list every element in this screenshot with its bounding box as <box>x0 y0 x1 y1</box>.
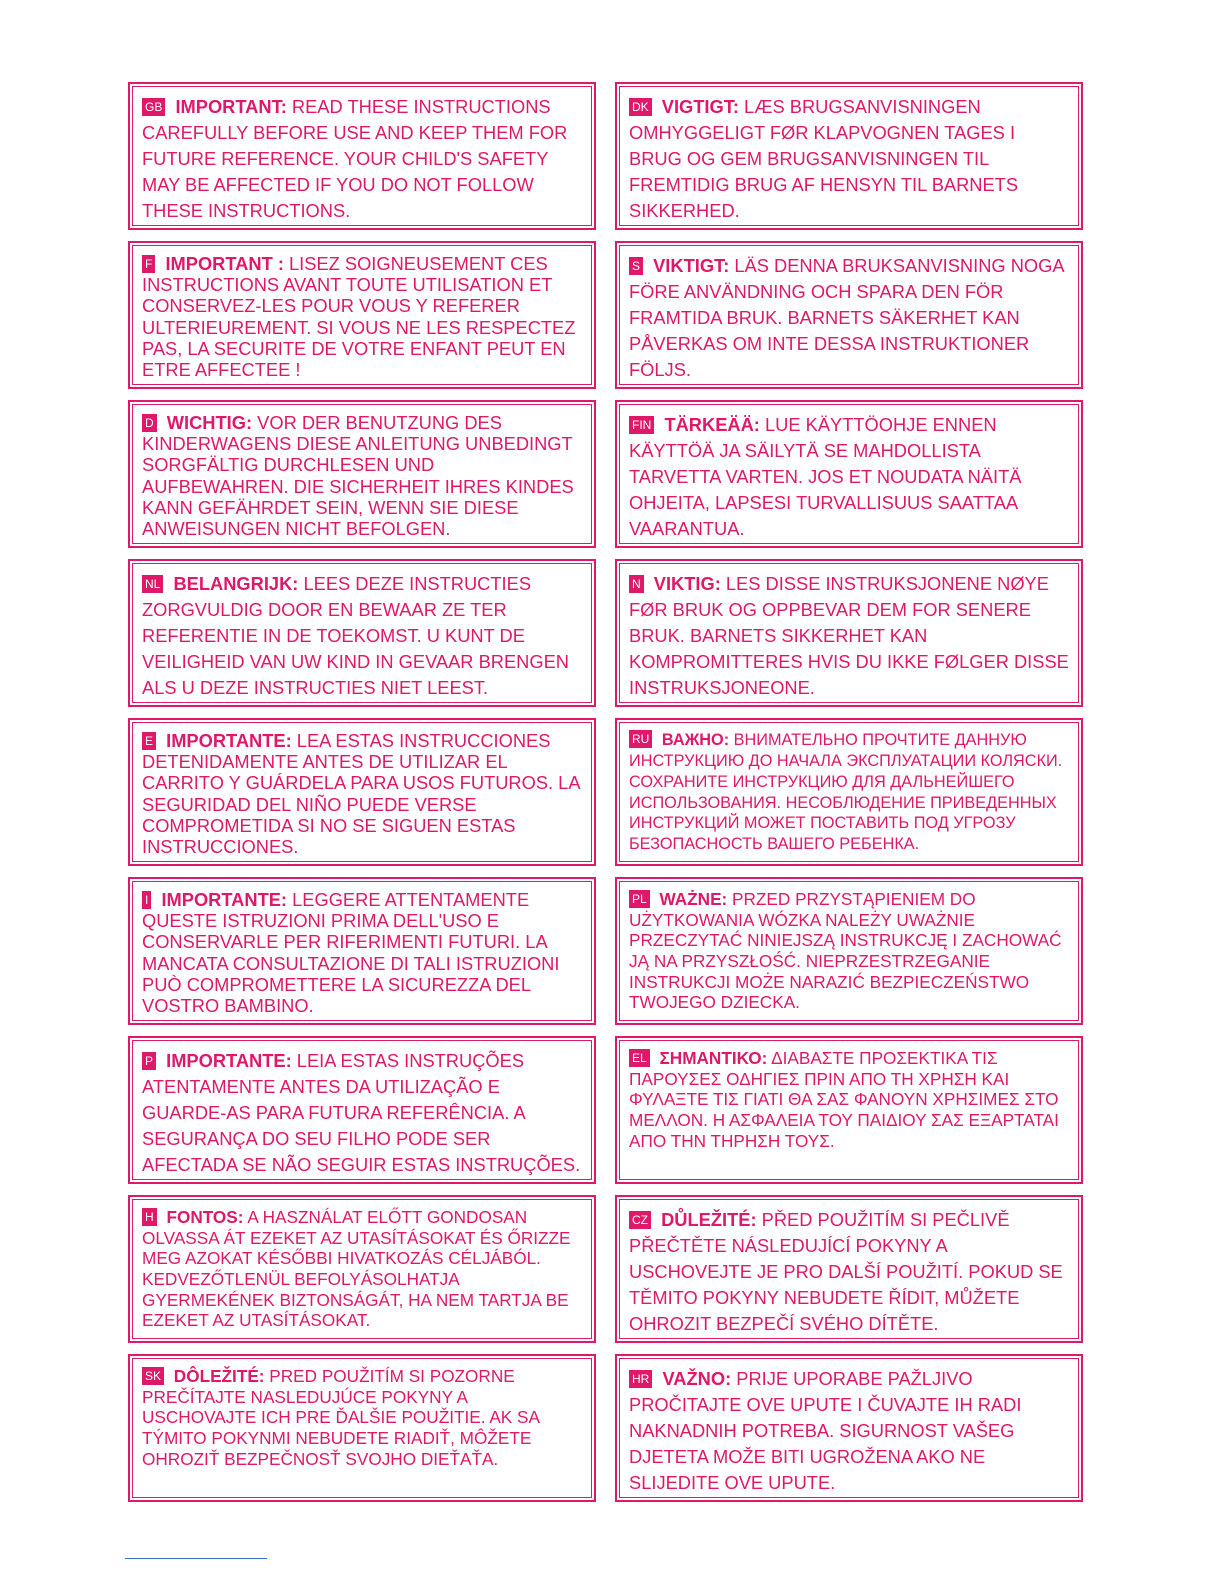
warning-text: ВНИМАТЕЛЬНО ПРОЧТИТЕ ДАННУЮ ИНСТРУКЦИЮ ДО НАЧАЛА ЭКСПЛУАТАЦИИ КОЛЯСКИ. СОХРАНИТЕ ИНСТРУКЦИЮ ДЛЯ ДАЛЬНЕЙШЕГО ИСПОЛЬЗОВАНИЯ. НЕСОБЛЮДЕНИЕ ПРИВЕДЕННЫХ ИНСТРУКЦИЙ МОЖЕТ ПОСТАВИТЬ ПОД УГРОЗУ БЕЗОПАСНОСТЬ ВАШЕГО РЕБЕНКА. <box>629 731 1063 854</box>
language-badge: SK <box>142 1367 164 1385</box>
warnings-grid <box>128 82 1083 1502</box>
language-badge: HR <box>629 1370 652 1388</box>
language-badge: RU <box>629 730 652 748</box>
warning-box-p <box>128 1036 596 1184</box>
warning-heading: ΣΗΜΑΝΤΙΚΟ: <box>659 1048 768 1068</box>
warning-text: PRIJE UPORABE PAŽLJIVO PROČITAJTE OVE UPUTE I ČUVAJTE IH RADI NAKNADNIH POTREBA. SIGURNOST VAŠEG DJETETA MOŽE BITI UGROŽENA AKO NE SLIJEDITE OVE UPUTE. <box>629 1368 1022 1493</box>
language-badge: S <box>629 257 643 275</box>
warning-text: LÆS BRUGSANVISNINGEN OMHYGGELIGT FØR KLAPVOGNEN TAGES I BRUG OG GEM BRUGSANVISNINGEN TIL FREMTIDIG BRUG AF HENSYN TIL BARNETS SIKKERHED. <box>629 96 1019 221</box>
warning-text: LEA ESTAS INSTRUCCIONES DETENIDAMENTE ANTES DE UTILIZAR EL CARRITO Y GUÁRDELA PARA USOS FUTUROS. LA SEGURIDAD DEL NIÑO PUEDE VERSE COMPROMETIDA SI NO SE SIGUEN ESTAS INSTRUCCIONES. <box>142 730 580 858</box>
warning-heading: WAŻNE: <box>659 889 728 909</box>
language-badge: D <box>142 414 157 432</box>
language-badge: CZ <box>629 1211 651 1229</box>
warning-box-fin <box>615 400 1083 548</box>
warning-heading: FONTOS: <box>166 1207 244 1227</box>
warning-heading: IMPORTANT : <box>165 253 284 274</box>
warning-heading: IMPORTANTE: <box>166 730 292 751</box>
warning-heading: ВАЖНО: <box>661 731 730 749</box>
language-badge: EL <box>629 1049 650 1067</box>
language-badge: H <box>142 1208 157 1226</box>
warning-text: A HASZNÁLAT ELŐTT GONDOSAN OLVASSA ÁT EZEKET AZ UTASÍTÁSOKAT ÉS ŐRIZZE MEG AZOKAT KÉSŐBBI HIVATKOZÁS CÉLJÁBÓL. KEDVEZŐTLENÜL BEFOLYÁSOLHATJA GYERMEKÉNEK BIZTONSÁGÁT, HA NEM TARTJA BE EZEKET AZ UTASÍTÁSOKAT. <box>142 1207 571 1331</box>
warning-heading: VIGTIGT: <box>661 96 739 117</box>
warning-box-el <box>615 1036 1083 1184</box>
warning-box-cz <box>615 1195 1083 1343</box>
language-badge: E <box>142 732 156 750</box>
warning-box-nl <box>128 559 596 707</box>
warning-box-f <box>128 241 596 389</box>
warning-heading: VIKTIG: <box>653 573 721 594</box>
warning-heading: IMPORTANTE: <box>161 889 288 910</box>
warning-text: LUE KÄYTTÖOHJE ENNEN KÄYTTÖÄ JA SÄILYTÄ SE MAHDOLLISTA TARVETTA VARTEN. JOS ET NOUDATA NÄITÄ OHJEITA, LAPSESI TURVALLISUUS SAATTAA VAARANTUA. <box>629 414 1022 539</box>
warning-heading: BELANGRIJK: <box>173 573 299 594</box>
language-badge: N <box>629 575 644 593</box>
language-badge: P <box>142 1052 156 1070</box>
warning-heading: VAŽNO: <box>662 1368 732 1389</box>
language-badge: FIN <box>629 416 654 434</box>
warning-heading: DŮLEŽITÉ: <box>661 1209 757 1230</box>
warning-heading: TÄRKEÄÄ: <box>664 414 760 435</box>
warning-text: LEIA ESTAS INSTRUÇÕES ATENTAMENTE ANTES DA UTILIZAÇÃO E GUARDE-AS PARA FUTURA REFERÊNCIA. A SEGURANÇA DO SEU FILHO PODE SER AFECTADA SE NÃO SEGUIR ESTAS INSTRUÇÕES. <box>142 1050 581 1175</box>
footnote-divider <box>125 1558 267 1559</box>
language-badge: F <box>142 255 155 273</box>
warning-heading: DÔLEŽITÉ: <box>173 1366 265 1386</box>
warning-box-dk <box>615 82 1083 230</box>
warning-box-n <box>615 559 1083 707</box>
language-badge: DK <box>629 98 652 116</box>
warning-box-ru <box>615 718 1083 866</box>
warning-heading: IMPORTANT: <box>175 96 287 117</box>
warning-text: READ THESE INSTRUCTIONS CAREFULLY BEFORE USE AND KEEP THEM FOR FUTURE REFERENCE. YOUR CHILD'S SAFETY MAY BE AFFECTED IF YOU DO NOT FOLLOW THESE INSTRUCTIONS. <box>142 96 568 221</box>
warning-box-h <box>128 1195 596 1343</box>
warning-box-pl <box>615 877 1083 1025</box>
language-badge: I <box>142 891 151 909</box>
warning-text: PŘED POUŽITÍM SI PEČLIVĚ PŘEČTĚTE NÁSLEDUJÍCÍ POKYNY A USCHOVEJTE JE PRO DALŠÍ POUŽITÍ. POKUD SE TĚMITO POKYNY NEBUDETE ŘÍDIT, MŮŽETE OHROZIT BEZPEČÍ SVÉHO DÍTĚTE. <box>629 1209 1063 1334</box>
warning-text: LES DISSE INSTRUKSJONENE NØYE FØR BRUK OG OPPBEVAR DEM FOR SENERE BRUK. BARNETS SIKKERHET KAN KOMPROMITTERES HVIS DU IKKE FØLGER DISSE INSTRUKSJONEONE. <box>629 573 1069 698</box>
warning-box-sk <box>128 1354 596 1502</box>
warning-text: LEGGERE ATTENTAMENTE QUESTE ISTRUZIONI PRIMA DELL'USO E CONSERVARLE PER RIFERIMENTI FUTURI. LA MANCATA CONSULTAZIONE DI TALI ISTRUZIONI PUÒ COMPROMETTERE LA SICUREZZA DEL VOSTRO BAMBINO. <box>142 889 560 1017</box>
language-badge: NL <box>142 575 163 593</box>
warning-box-i <box>128 877 596 1025</box>
warning-box-hr <box>615 1354 1083 1502</box>
warning-box-s <box>615 241 1083 389</box>
warning-text: LEES DEZE INSTRUCTIES ZORGVULDIG DOOR EN BEWAAR ZE TER REFERENTIE IN DE TOEKOMST. U KUNT DE VEILIGHEID VAN UW KIND IN GEVAAR BRENGEN ALS U DEZE INSTRUCTIES NIET LEEST. <box>142 573 569 698</box>
warning-text: ΔΙΑΒΑΣΤΕ ΠΡΟΣΕΚΤΙΚΑ ΤΙΣ ΠΑΡΟΥΣΕΣ ΟΔΗΓΙΕΣ ΠΡΙΝ ΑΠΟ ΤΗ ΧΡΗΣΗ ΚΑΙ ΦΥΛΑΞΤΕ ΤΙΣ ΓΙΑΤΙ ΘΑ ΣΑΣ ΦΑΝΟΥΝ ΧΡΗΣΙΜΕΣ ΣΤΟ ΜΕΛΛΟΝ. Η ΑΣΦΑΛΕΙΑ ΤΟΥ ΠΑΙΔΙΟΥ ΣΑΣ ΕΞΑΡΤΑΤΑΙ ΑΠΟ ΤΗΝ ΤΗΡΗΣΗ ΤΟΥΣ. <box>629 1048 1059 1151</box>
warning-box-d <box>128 400 596 548</box>
warning-text: LÄS DENNA BRUKSANVISNING NOGA FÖRE ANVÄNDNING OCH SPARA DEN FÖR FRAMTIDA BRUK. BARNETS SÄKERHET KAN PÅVERKAS OM INTE DESSA INSTRUKTIONER FÖLJS. <box>629 255 1064 380</box>
warning-text: LISEZ SOIGNEUSEMENT CES INSTRUCTIONS AVANT TOUTE UTILISATION ET CONSERVEZ-LES POUR VOUS Y REFERER ULTERIEUREMENT. SI VOUS NE LES RESPECTEZ PAS, LA SECURITE DE VOTRE ENFANT PEUT EN ETRE AFFECTEE ! <box>142 253 576 381</box>
language-badge: GB <box>142 98 165 116</box>
warning-heading: IMPORTANTE: <box>166 1050 292 1071</box>
warning-text: VOR DER BENUTZUNG DES KINDERWAGENS DIESE ANLEITUNG UNBEDINGT SORGFÄLTIG DURCHLESEN UND AUFBEWAHREN. DIE SICHERHEIT IHRES KINDES KANN GEFÄHRDET SEIN, WENN SIE DIESE ANWEISUNGEN NICHT BEFOLGEN. <box>142 412 574 540</box>
language-badge: PL <box>629 890 650 908</box>
warning-box-gb <box>128 82 596 230</box>
warning-box-e <box>128 718 596 866</box>
warning-text: PRED POUŽITÍM SI POZORNE PREČÍTAJTE NASLEDUJÚCE POKYNY A USCHOVAJTE ICH PRE ĎALŠIE POUŽITIE. AK SA TÝMITO POKYNMI NEBUDETE RIADIŤ, MÔŽETE OHROZIŤ BEZPEČNOSŤ SVOJHO DIEŤAŤA. <box>142 1366 539 1469</box>
warning-heading: WICHTIG: <box>166 412 253 433</box>
warning-text: PRZED PRZYSTĄPIENIEM DO UŻYTKOWANIA WÓZKA NALEŻY UWAŻNIE PRZECZYTAĆ NINIEJSZĄ INSTRUKCJĘ I ZACHOWAĆ JĄ NA PRZYSZŁOŚĆ. NIEPRZESTRZEGANIE INSTRUKCJI MOŻE NARAZIĆ BEZPIECZEŃSTWO TWOJEGO DZIECKA. <box>629 889 1062 1013</box>
warning-heading: VIKTIGT: <box>653 255 730 276</box>
